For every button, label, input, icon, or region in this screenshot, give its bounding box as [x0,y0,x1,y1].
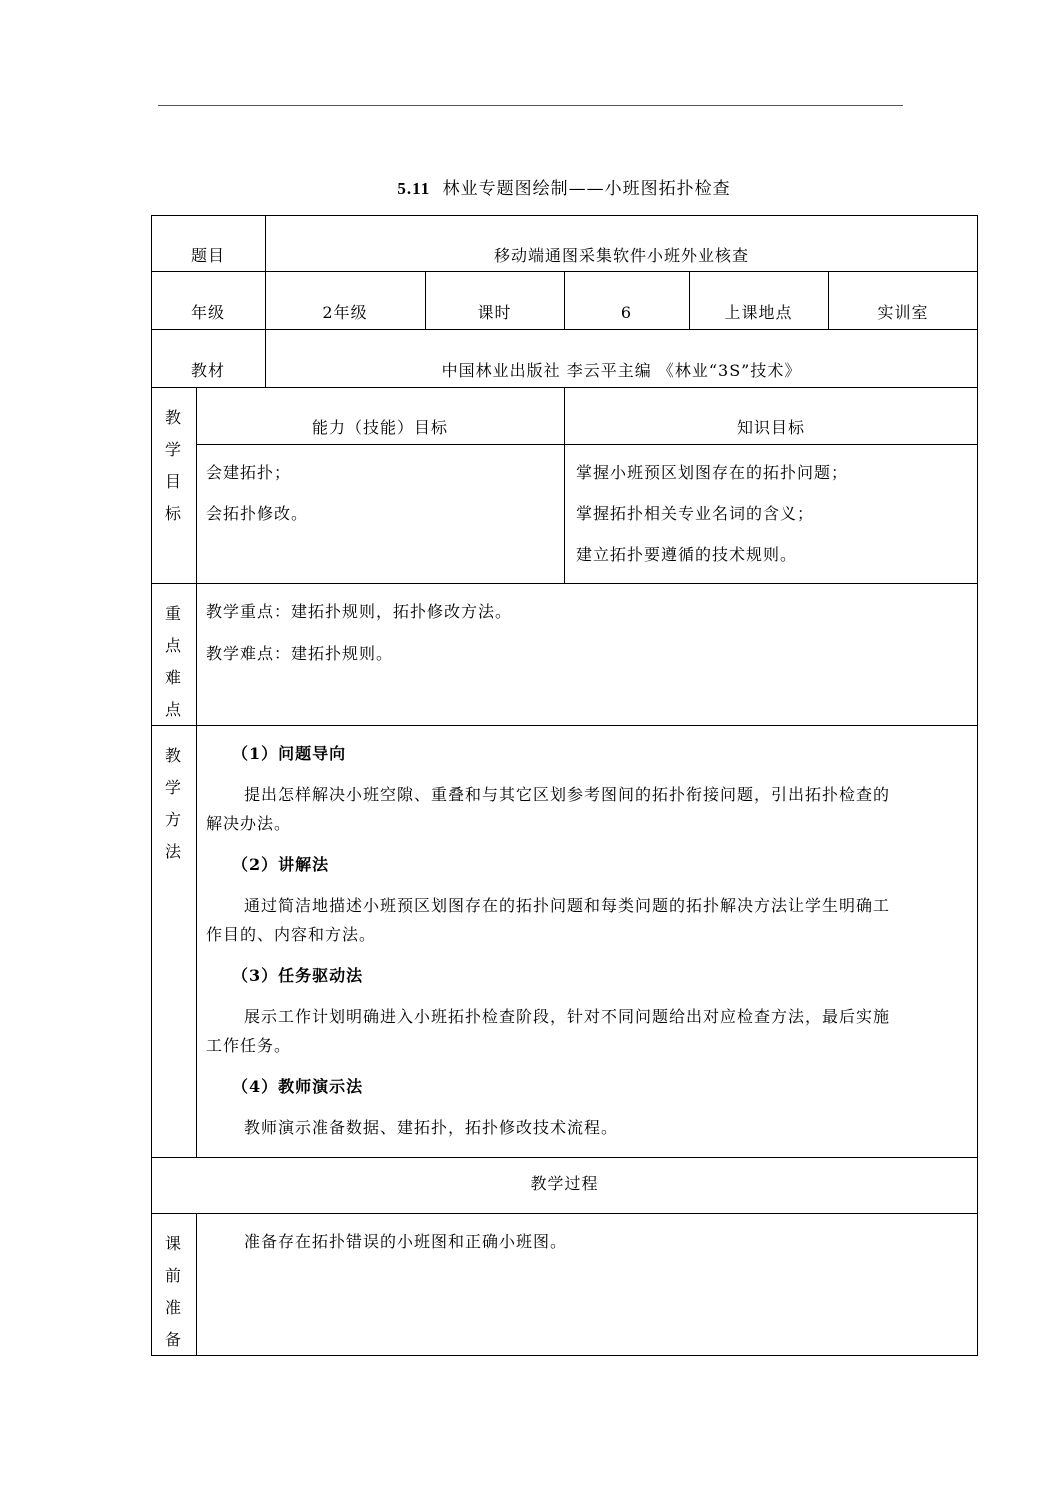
knowledge-item: 掌握小班预区划图存在的拓扑问题； [576,463,849,482]
ability-item: 会建拓扑； [206,463,292,482]
knowledge-goals-header: 知识目标 [736,418,805,437]
goals-label: 教 学 目 标 [164,408,181,523]
keypoints-label: 重 点 难 点 [164,604,181,719]
teaching-focus: 教学重点：建拓扑规则，拓扑修改方法。 [206,602,513,621]
col-divider [196,387,197,1157]
ability-item: 会拓扑修改。 [206,504,309,523]
method-heading: （3）任务驱动法 [232,966,364,985]
topic-label: 题目 [190,246,225,265]
col-divider [564,387,565,583]
row-divider [151,583,978,584]
row-divider [151,725,978,726]
method-text-line: 工作任务。 [206,1036,292,1055]
hours-label: 课时 [477,303,512,322]
method-heading: （4）教师演示法 [232,1077,364,1096]
knowledge-item: 掌握拓扑相关专业名词的含义； [576,504,815,523]
prep-text: 准备存在拓扑错误的小班图和正确小班图。 [244,1232,568,1251]
title-text: 林业专题图绘制——小班图拓扑检查 [442,179,731,199]
process-heading: 教学过程 [530,1174,599,1193]
row-divider [196,444,978,445]
method-heading: （1）问题导向 [232,744,347,763]
place-label: 上课地点 [724,303,793,322]
hours-value: 6 [620,303,633,322]
col-divider [265,215,266,387]
method-heading: （2）讲解法 [232,855,330,874]
row-divider [151,1213,978,1214]
method-text-line: 展示工作计划明确进入小班拓扑检查阶段，针对不同问题给出对应检查方法，最后实施 [244,1007,891,1026]
grade-value: 2年级 [322,303,368,322]
ability-goals-header: 能力（技能）目标 [311,418,448,437]
knowledge-item: 建立拓扑要遵循的技术规则。 [576,545,798,564]
teaching-difficulty: 教学难点：建拓扑规则。 [206,644,394,663]
row-divider [151,329,978,330]
topic-value: 移动端通图采集软件小班外业核查 [493,246,749,265]
place-value: 实训室 [877,303,929,322]
page-title [150,174,978,199]
col-divider [196,1213,197,1356]
textbook-label: 教材 [190,361,225,380]
textbook-value: 中国林业出版社 李云平主编 《林业“3S”技术》 [441,361,802,380]
method-text-line: 通过简洁地描述小班预区划图存在的拓扑问题和每类问题的拓扑解决方法让学生明确工 [244,896,891,915]
method-text-line: 解决办法。 [206,814,292,833]
method-text-line: 教师演示准备数据、建拓扑，拓扑修改技术流程。 [244,1118,619,1137]
row-divider [151,1157,978,1158]
header-rule [158,105,903,106]
method-text-line: 提出怎样解决小班空隙、重叠和与其它区划参考图间的拓扑衔接问题，引出拓扑检查的 [244,785,891,804]
grade-label: 年级 [190,303,225,322]
title-number: 5.11 [397,179,431,198]
method-text-line: 作目的、内容和方法。 [206,925,377,944]
methods-label: 教 学 方 法 [164,746,181,861]
prep-label: 课 前 准 备 [164,1234,181,1349]
